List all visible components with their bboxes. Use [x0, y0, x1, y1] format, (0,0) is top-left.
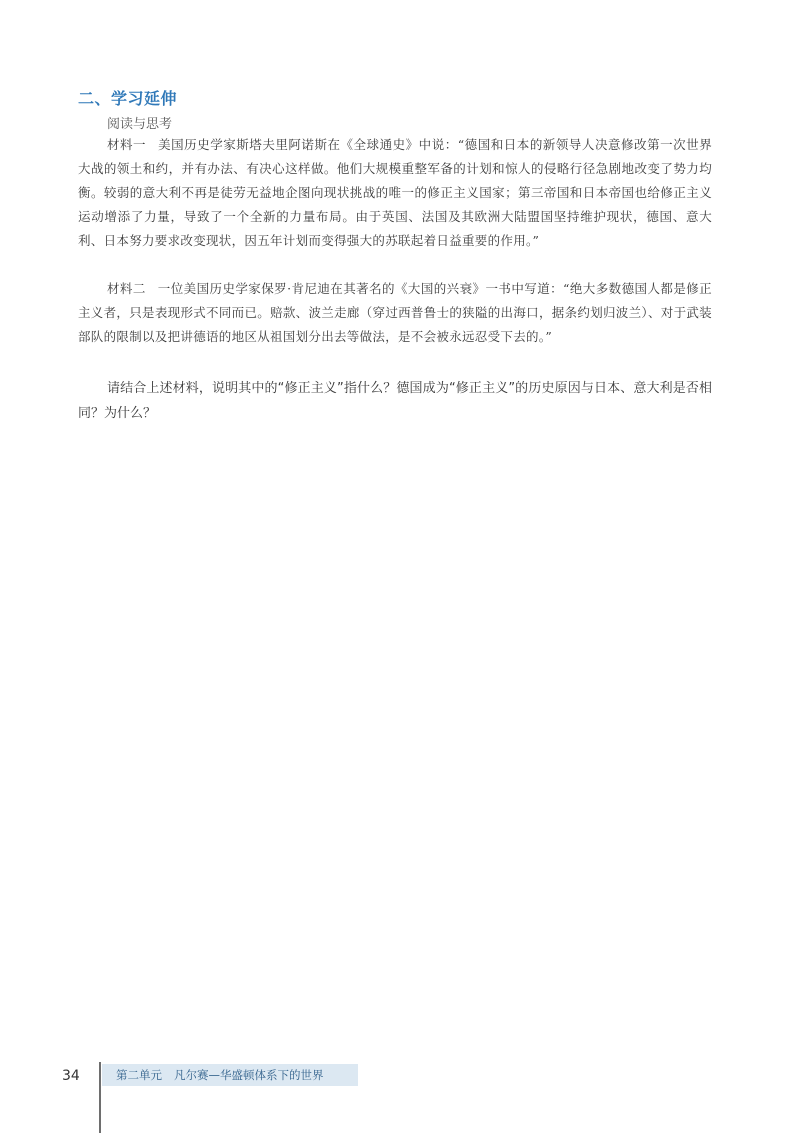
unit-title: 凡尔赛—华盛顿体系下的世界	[174, 1068, 324, 1082]
page-number: 34	[62, 1068, 80, 1084]
material-paragraph	[78, 133, 712, 253]
material-text: 一位美国历史学家保罗·肯尼迪在其著名的《大国的兴衰》一书中写道：“绝大多数德国人都是修正主义者，只是表现形式不同而已。赔款、波兰走廊（穿过西普鲁士的狭隘的出海口，据条约划归波兰）、对于武装部队的限制以及把讲德语的地区从祖国划分出去等做法，是不会被永远忍受下去的。”	[78, 281, 712, 344]
section-title: 二、学习延伸	[78, 89, 178, 108]
material-text: 美国历史学家斯塔夫里阿诺斯在《全球通史》中说：“德国和日本的新领导人决意修改第一次世界大战的领土和约，并有办法、有决心这样做。他们大规模重整军备的计划和惊人的侵略行径急剧地改变了势力均衡。较弱的意大利不再是徒劳无益地企图向现状挑战的唯一的修正主义国家；第三帝国和日本帝国也给修正主义运动增添了力量，导致了一个全新的力量布局。由于英国、法国及其欧洲大陆盟国坚持维护现状，德国、意大利、日本努力要求改变现状，因五年计划而变得强大的苏联起着日益重要的作用。”	[78, 137, 712, 248]
footer-divider	[99, 1062, 101, 1133]
material-label: 材料二	[107, 281, 146, 296]
question-paragraph: 请结合上述材料，说明其中的“修正主义”指什么？德国成为“修正主义”的历史原因与日本、意大利是否相同？为什么？	[78, 381, 712, 421]
material-paragraph	[78, 277, 712, 349]
unit-label: 第二单元	[116, 1068, 162, 1082]
section-subtitle: 阅读与思考	[107, 117, 173, 132]
material-label: 材料一	[107, 137, 147, 152]
unit-banner	[102, 1064, 358, 1086]
